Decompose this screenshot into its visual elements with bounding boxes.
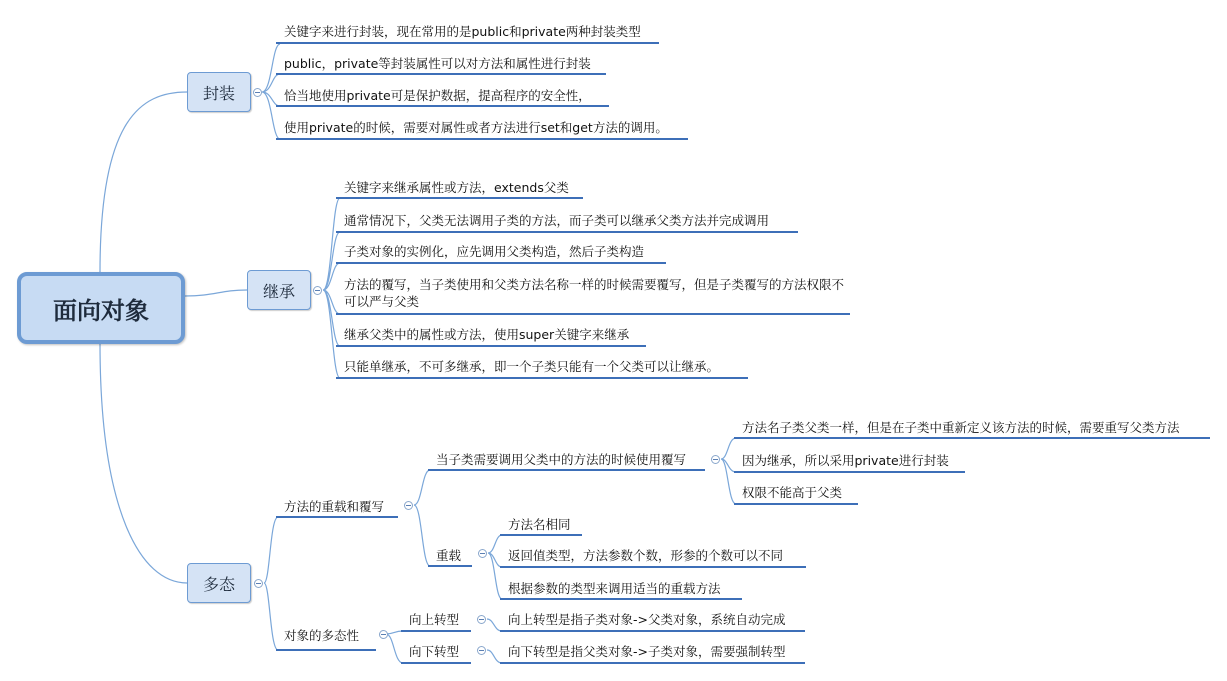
override-item-1: 方法名子类父类一样，但是在子类中重新定义该方法的时候，需要重写父类方法 <box>742 420 1180 435</box>
subtopic-upcast[interactable]: 向上转型 <box>409 612 460 627</box>
override-item-2: 因为继承，所以采用private进行封装 <box>742 453 949 468</box>
inherit-item-3: 子类对象的实例化，应先调用父类构造，然后子类构造 <box>344 244 645 259</box>
subtopic-override[interactable]: 当子类需要调用父类中的方法的时候使用覆写 <box>436 452 687 467</box>
topic-inheritance-label: 继承 <box>262 281 295 301</box>
overload-item-3: 根据参数的类型来调用适当的重载方法 <box>508 581 721 596</box>
link-inherit-bracket <box>323 198 340 378</box>
topic-encapsulation-label: 封装 <box>202 83 235 103</box>
encap-item-3: 恰当地使用private可是保护数据，提高程序的安全性， <box>284 88 591 103</box>
inherit-item-4: 方法的覆写，当子类使用和父类方法名称一样的时候需要覆写，但是子类覆写的方法权限不可以严与父类 <box>344 277 845 309</box>
link-obj-children <box>386 631 403 663</box>
link-root-encapsulation <box>100 92 187 272</box>
override-item-3: 权限不能高于父类 <box>742 485 843 500</box>
collapse-upcast-icon[interactable] <box>477 615 486 624</box>
collapse-override-icon[interactable] <box>711 455 720 464</box>
collapse-overload-override-icon[interactable] <box>404 501 413 510</box>
encap-item-2: public，private等封装属性可以对方法和属性进行封装 <box>284 56 591 71</box>
inherit-item-6: 只能单继承，不可多继承，即一个子类只能有一个父类可以让继承。 <box>344 359 720 374</box>
collapse-downcast-icon[interactable] <box>477 646 486 655</box>
topic-polymorphism[interactable] <box>187 563 251 603</box>
subtopic-overload[interactable]: 重载 <box>436 548 462 563</box>
topic-encapsulation[interactable] <box>187 72 251 112</box>
subtopic-downcast[interactable]: 向下转型 <box>409 644 460 659</box>
collapse-inheritance-icon[interactable] <box>313 286 322 295</box>
encap-item-1: 关键字来进行封装，现在常用的是public和private两种封装类型 <box>284 24 641 39</box>
collapse-polymorphism-icon[interactable] <box>254 579 263 588</box>
collapse-overload-icon[interactable] <box>478 549 487 558</box>
subtopic-object-polymorphism[interactable]: 对象的多态性 <box>284 628 360 643</box>
downcast-item: 向下转型是指父类对象->子类对象，需要强制转型 <box>508 644 786 659</box>
link-root-inheritance <box>185 290 247 296</box>
collapse-object-polymorphism-icon[interactable] <box>379 630 388 639</box>
link-ovr-children <box>414 470 430 566</box>
topic-polymorphism-label: 多态 <box>202 574 235 594</box>
link-root-polymorphism <box>100 343 187 583</box>
subtopic-overload-override[interactable]: 方法的重载和覆写 <box>284 499 385 514</box>
link-poly-children <box>264 517 278 650</box>
overload-item-1: 方法名相同 <box>508 517 571 532</box>
inherit-item-1: 关键字来继承属性或方法，extends父类 <box>344 180 569 195</box>
overload-item-2: 返回值类型，方法参数个数，形参的个数可以不同 <box>508 548 784 563</box>
topic-inheritance[interactable] <box>247 270 311 310</box>
inherit-item-2: 通常情况下，父类无法调用子类的方法，而子类可以继承父类方法并完成调用 <box>344 213 770 228</box>
upcast-item: 向上转型是指子类对象->父类对象，系统自动完成 <box>508 612 786 627</box>
inherit-item-5: 继承父类中的属性或方法，使用super关键字来继承 <box>344 327 630 342</box>
root-topic[interactable] <box>17 272 185 344</box>
encap-item-4: 使用private的时候，需要对属性或者方法进行set和get方法的调用。 <box>284 120 668 135</box>
root-topic-label: 面向对象 <box>53 296 149 325</box>
link-encap-bracket <box>262 44 280 139</box>
collapse-encapsulation-icon[interactable] <box>253 88 262 97</box>
